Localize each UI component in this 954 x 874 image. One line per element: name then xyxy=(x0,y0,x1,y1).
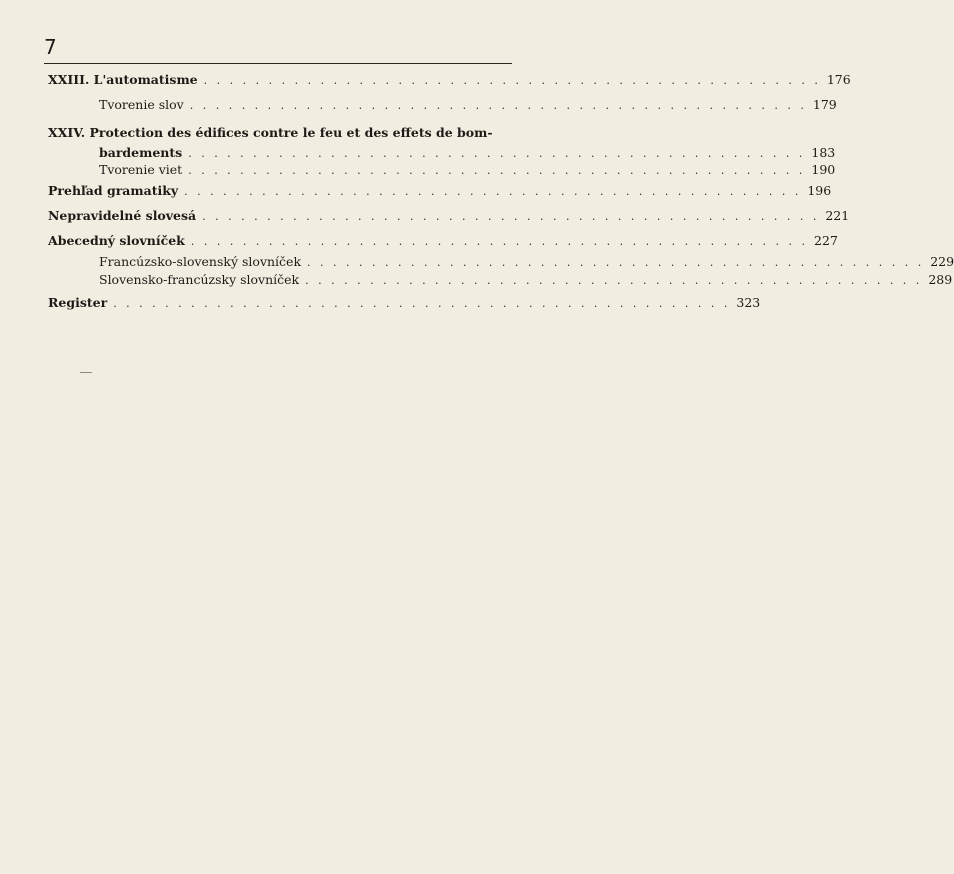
dot-leader: . . . . . . . . . . . . . . . . . . . . . . . . . . . . . . . . . . . . . . . . . . . . . . . . xyxy=(305,274,923,287)
toc-title: L'automatisme xyxy=(93,72,198,87)
toc-title: bardements xyxy=(99,145,183,160)
chapter-number: XXIV. xyxy=(48,125,86,140)
toc-entry-slovensko-francuzsky[interactable] xyxy=(99,270,953,288)
toc-title: Nepravidelné slovesá xyxy=(48,208,197,223)
page-number: 7 xyxy=(44,35,57,59)
dot-leader: . . . . . . . . . . . . . . . . . . . . . . . . . . . . . . . . . . . . . . . . . . . . . . . . xyxy=(113,297,731,310)
print-mark xyxy=(80,372,92,373)
toc-title: Register xyxy=(48,295,108,310)
dot-leader: . . . . . . . . . . . . . . . . . . . . . . . . . . . . . . . . . . . . . . . . . . . . . . . . xyxy=(188,164,806,177)
toc-title: Prehľad gramatiky xyxy=(48,183,179,198)
toc-entry-tvorenie-slov[interactable] xyxy=(99,95,837,113)
toc-entry-protection-line1[interactable] xyxy=(48,125,514,141)
toc-title: Abecedný slovníček xyxy=(48,233,185,248)
toc-entry-register[interactable] xyxy=(48,293,761,311)
toc-page: 227 xyxy=(814,233,838,248)
toc-page: 179 xyxy=(812,97,837,112)
toc-entry-abecedny-slovnicek[interactable] xyxy=(48,231,838,249)
toc-page: 176 xyxy=(826,72,851,87)
dot-leader: . . . . . . . . . . . . . . . . . . . . . . . . . . . . . . . . . . . . . . . . . . . . . . . . xyxy=(190,235,809,248)
dot-leader: . . . . . . . . . . . . . . . . . . . . . . . . . . . . . . . . . . . . . . . . . . . . . . . . xyxy=(184,185,802,198)
toc-entry-protection[interactable] xyxy=(99,143,836,161)
dot-leader: . . . . . . . . . . . . . . . . . . . . . . . . . . . . . . . . . . . . . . . . . . . . . . . . xyxy=(189,99,807,112)
toc-title: Slovensko-francúzsky slovníček xyxy=(99,272,300,287)
toc-title-line1: Protection des édifices contre le feu et des effets de bom- xyxy=(89,125,493,140)
toc-page: 323 xyxy=(736,295,761,310)
dot-leader: . . . . . . . . . . . . . . . . . . . . . . . . . . . . . . . . . . . . . . . . . . . . . . . . xyxy=(307,256,925,269)
toc-entry-automatisme[interactable] xyxy=(48,70,851,88)
dot-leader: . . . . . . . . . . . . . . . . . . . . . . . . . . . . . . . . . . . . . . . . . . . . . . . . xyxy=(203,74,821,87)
toc-entry-nepravidelne-slovesa[interactable] xyxy=(48,206,850,224)
toc-title: Francúzsko-slovenský slovníček xyxy=(99,254,302,269)
toc-title: Tvorenie viet xyxy=(99,162,183,177)
toc-entry-francuzsko-slovensky[interactable] xyxy=(99,252,954,270)
dot-leader: . . . . . . . . . . . . . . . . . . . . . . . . . . . . . . . . . . . . . . . . . . . . . . . . xyxy=(202,210,820,223)
toc-title: Tvorenie slov xyxy=(99,97,184,112)
toc-entry-tvorenie-viet[interactable] xyxy=(99,160,836,178)
toc-page: 221 xyxy=(825,208,850,223)
chapter-number: XXIII. xyxy=(48,72,90,87)
dot-leader: . . . . . . . . . . . . . . . . . . . . . . . . . . . . . . . . . . . . . . . . . . . . . . . . xyxy=(188,147,806,160)
toc-page: 289 xyxy=(928,272,953,287)
toc-entry-prehlad-gramatiky[interactable] xyxy=(48,181,832,199)
toc-page: 196 xyxy=(807,183,832,198)
toc-page: 190 xyxy=(811,162,836,177)
toc-page: 229 xyxy=(930,254,954,269)
toc-page: 183 xyxy=(811,145,836,160)
